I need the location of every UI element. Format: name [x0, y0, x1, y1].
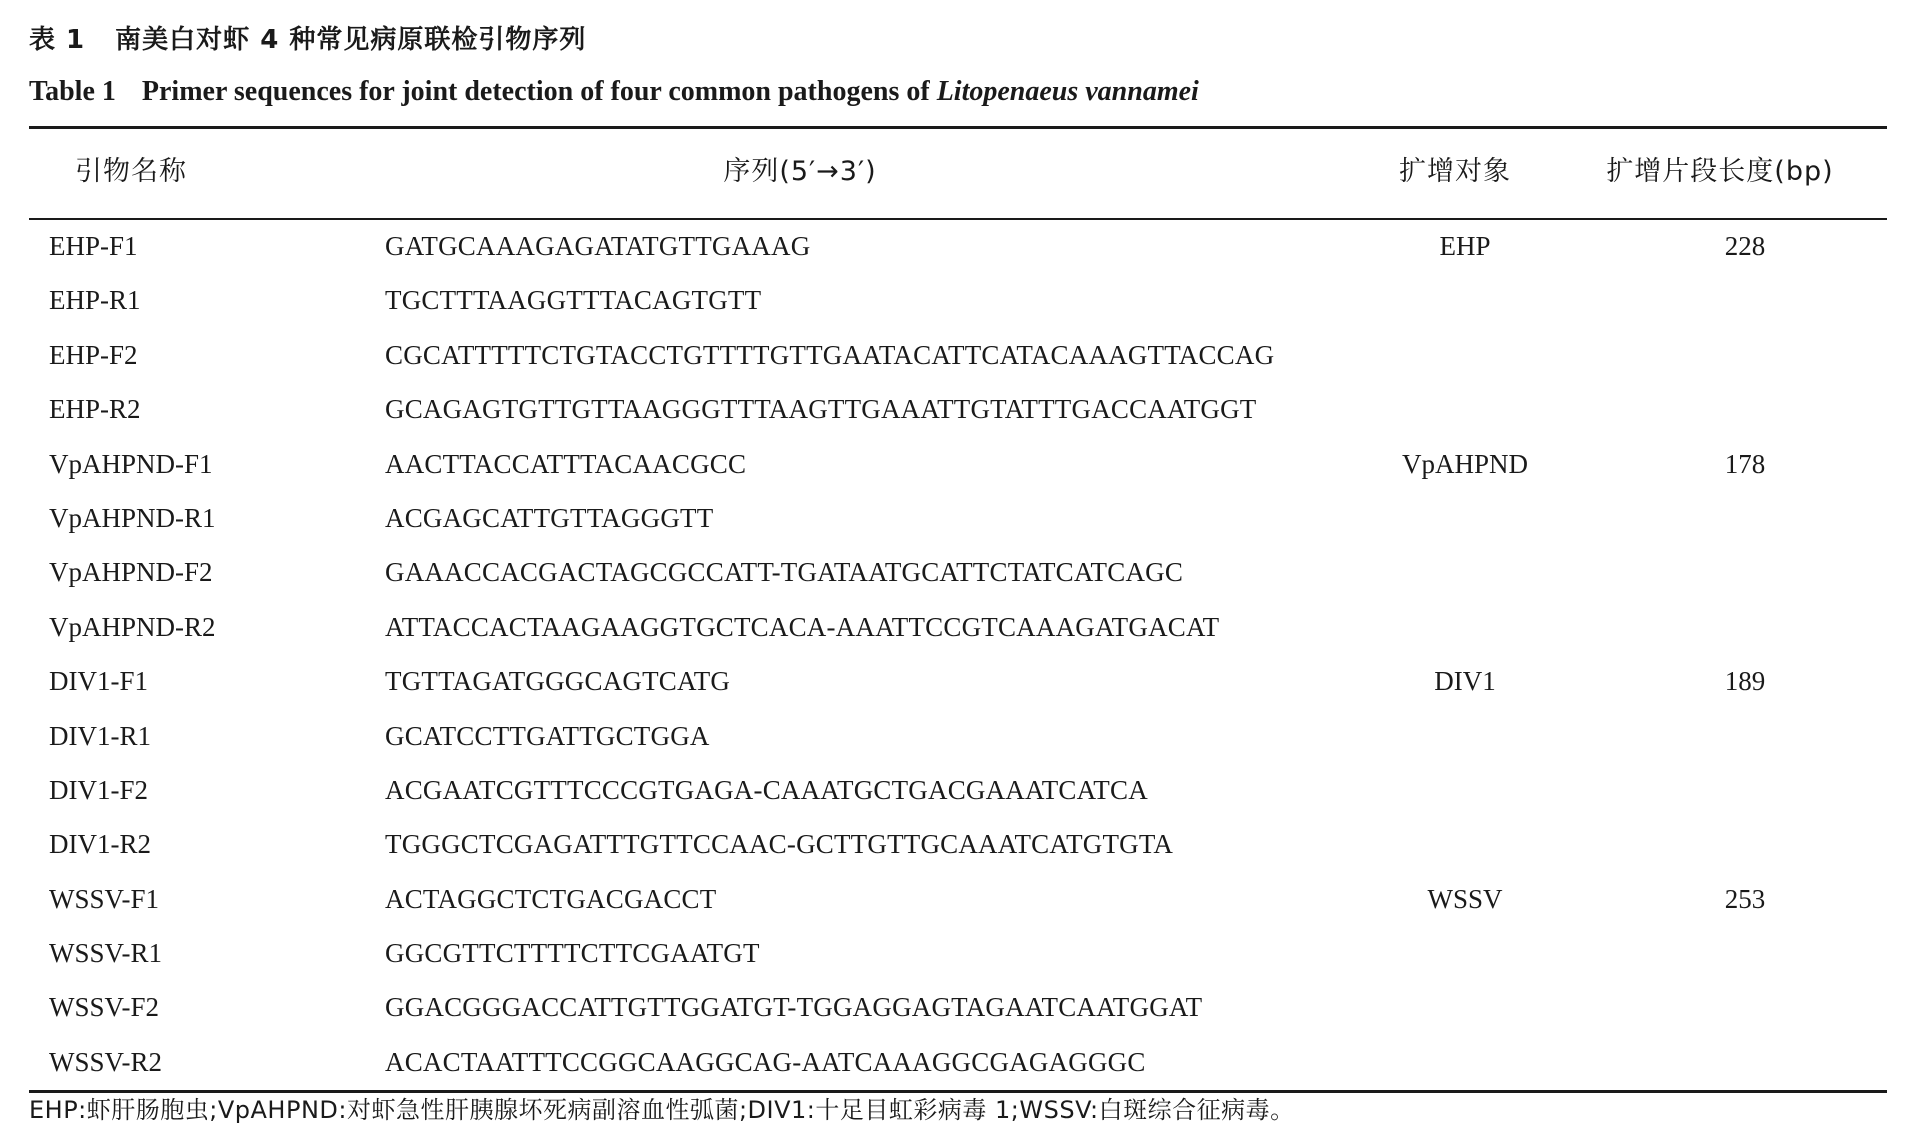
header-primer-name: 引物名称	[75, 156, 187, 187]
caption-english-title: Primer sequences for joint detection of four common pathogens of	[141, 76, 937, 107]
caption-english-species: Litopenaeus vannamei	[936, 76, 1199, 107]
sequence-cell: GCATCCTTGATTGCTGGA	[385, 720, 710, 751]
primer-name-cell: DIV1-F1	[49, 666, 148, 697]
caption-english	[29, 72, 1199, 112]
sequence-cell: GGCGTTCTTTTCTTCGAATGT	[385, 938, 760, 969]
primer-name-cell: VpAHPND-R2	[49, 611, 216, 642]
table-row	[29, 335, 1887, 389]
sequence-cell: TGTTAGATGGGCAGTCATG	[385, 666, 731, 697]
primer-name-cell: VpAHPND-F1	[49, 448, 213, 479]
sequence-cell: GGACGGGACCATTGTTGGATGT-TGGAGGAGTAGAATCAATGGAT	[385, 992, 1203, 1023]
table-row	[29, 389, 1887, 443]
table-row	[29, 226, 1887, 280]
caption-chinese	[29, 20, 586, 60]
table-row	[29, 661, 1887, 715]
primer-name-cell: DIV1-F2	[49, 774, 148, 805]
table-top-rule	[29, 126, 1887, 129]
sequence-cell: TGCTTTAAGGTTTACAGTGTT	[385, 285, 762, 316]
caption-chinese-title: 南美白对虾 4 种常见病原联检引物序列	[115, 25, 587, 55]
table-row	[29, 716, 1887, 770]
table-row	[29, 444, 1887, 498]
table-row	[29, 824, 1887, 878]
header-amplification-target: 扩增对象	[1399, 156, 1511, 187]
sequence-cell: ACGAATCGTTTCCCGTGAGA-CAAATGCTGACGAAATCATCA	[385, 774, 1148, 805]
length-cell: 228	[1724, 231, 1766, 261]
length-cell: 178	[1724, 448, 1766, 479]
caption-chinese-number: 表 1	[29, 25, 86, 55]
table-row	[29, 498, 1887, 552]
table-row	[29, 987, 1887, 1041]
primer-name-cell: VpAHPND-F2	[49, 557, 213, 588]
primer-name-cell: WSSV-F2	[49, 992, 160, 1023]
sequence-cell: AACTTACCATTTACAACGCC	[385, 448, 747, 479]
table-row	[29, 770, 1887, 824]
length-cell: 189	[1724, 666, 1766, 697]
primer-name-cell: WSSV-F1	[49, 883, 160, 914]
caption-english-number: Table 1	[29, 76, 116, 107]
primer-name-cell: WSSV-R2	[49, 1046, 163, 1077]
table-row	[29, 552, 1887, 606]
primer-name-cell: EHP-F1	[49, 231, 138, 261]
length-cell: 253	[1724, 883, 1766, 914]
table-row	[29, 933, 1887, 987]
table-row	[29, 1042, 1887, 1096]
primer-name-cell: DIV1-R1	[49, 720, 151, 751]
sequence-cell: CGCATTTTTCTGTACCTGTTTTGTTGAATACATTCATACAAAGTTACCAG	[385, 339, 1275, 370]
sequence-cell: ACACTAATTTCCGGCAAGGCAG-AATCAAAGGCGAGAGGGC	[385, 1046, 1146, 1077]
primer-name-cell: DIV1-R2	[49, 829, 151, 860]
primer-name-cell: EHP-R2	[49, 394, 141, 425]
primer-name-cell: EHP-F2	[49, 339, 138, 370]
sequence-cell: GATGCAAAGAGATATGTTGAAAG	[385, 231, 811, 261]
target-cell: DIV1	[1434, 666, 1496, 697]
target-cell: EHP	[1439, 231, 1491, 261]
sequence-cell: ACTAGGCTCTGACGACCT	[385, 883, 717, 914]
sequence-cell: ACGAGCATTGTTAGGGTT	[385, 502, 714, 533]
sequence-cell: ATTACCACTAAGAAGGTGCTCACA-AAATTCCGTCAAAGATGACAT	[385, 611, 1220, 642]
primer-name-cell: EHP-R1	[49, 285, 141, 316]
primer-name-cell: VpAHPND-R1	[49, 502, 216, 533]
table-row	[29, 280, 1887, 334]
sequence-cell: GAAACCACGACTAGCGCCATT-TGATAATGCATTCTATCATCAGC	[385, 557, 1184, 588]
table-body	[29, 226, 1887, 1096]
sequence-cell: GCAGAGTGTTGTTAAGGGTTTAAGTTGAAATTGTATTTGACCAATGGT	[385, 394, 1257, 425]
sequence-cell: TGGGCTCGAGATTTGTTCCAAC-GCTTGTTGCAAATCATGTGTA	[385, 829, 1174, 860]
table-row	[29, 879, 1887, 933]
header-fragment-length: 扩增片段长度(bp)	[1606, 156, 1834, 187]
target-cell: WSSV	[1427, 883, 1503, 914]
table-row	[29, 607, 1887, 661]
table-header-rule	[29, 218, 1887, 220]
target-cell: VpAHPND	[1401, 448, 1528, 479]
primer-name-cell: WSSV-R1	[49, 938, 163, 969]
header-sequence: 序列(5′→3′)	[723, 156, 877, 187]
table-footnote: EHP:虾肝肠胞虫;VpAHPND:对虾急性肝胰腺坏死病副溶血性弧菌;DIV1:十足目虹彩病毒 1;WSSV:白斑综合征病毒。	[29, 1096, 1295, 1124]
